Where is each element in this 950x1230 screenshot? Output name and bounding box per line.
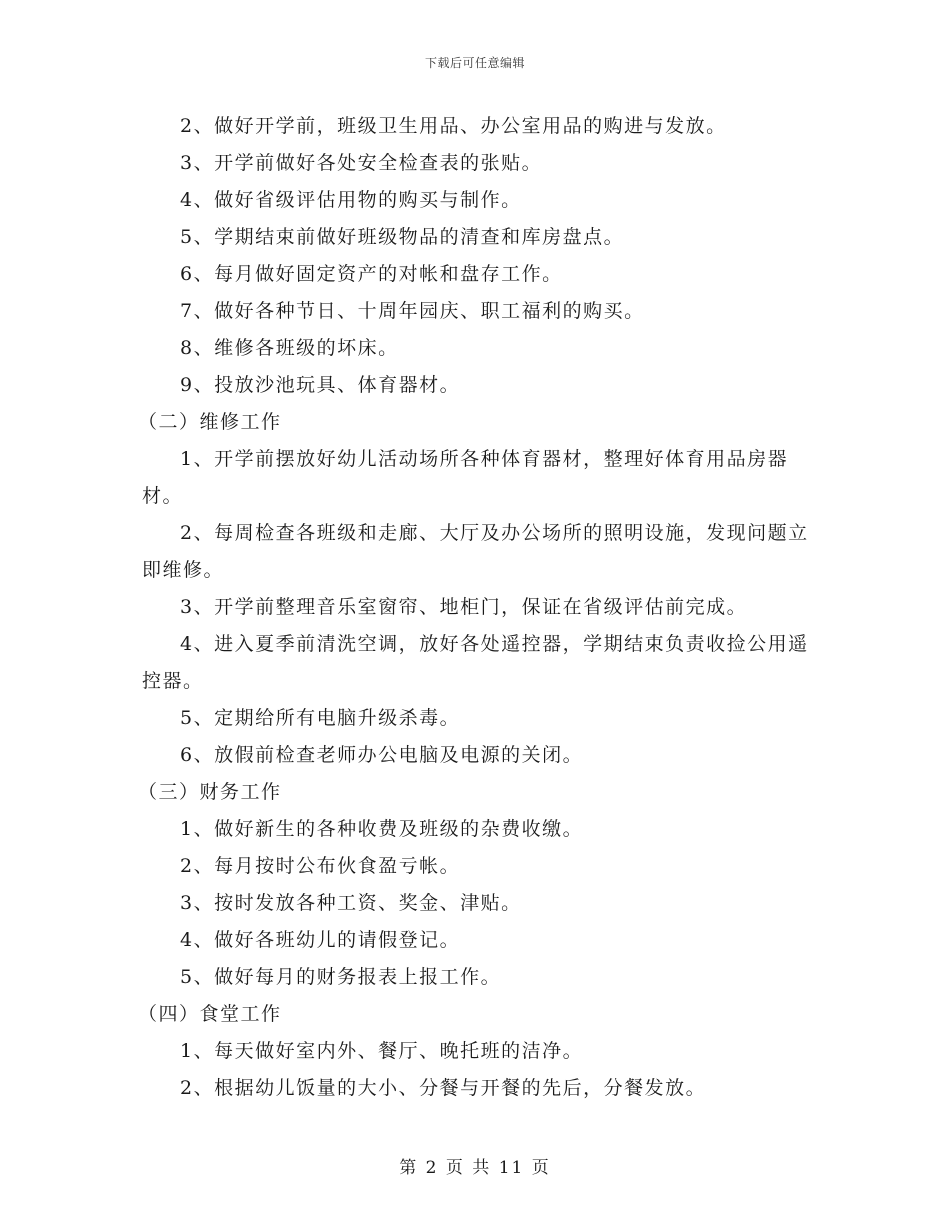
list-item: 2、做好开学前，班级卫生用品、办公室用品的购进与发放。 [180, 115, 727, 137]
section-heading: （四）食堂工作 [138, 1003, 282, 1025]
list-item: 7、做好各种节日、十周年园庆、职工福利的购买。 [180, 300, 645, 322]
list-item: 6、每月做好固定资产的对帐和盘存工作。 [180, 263, 563, 285]
section-heading: （二）维修工作 [138, 411, 282, 433]
list-item: 6、放假前检查老师办公电脑及电源的关闭。 [180, 744, 584, 766]
list-item: 9、投放沙池玩具、体育器材。 [180, 374, 461, 396]
list-item: 1、做好新生的各种收费及班级的杂费收缴。 [180, 818, 584, 840]
list-item: 1、每天做好室内外、餐厅、晚托班的洁净。 [180, 1040, 584, 1062]
list-item: 1、开学前摆放好幼儿活动场所各种体育器材，整理好体育用品房器材。 [142, 448, 789, 507]
page-header: 下载后可任意编辑 [424, 56, 525, 70]
document-body [138, 108, 810, 1107]
list-item: 3、开学前做好各处安全检查表的张贴。 [180, 152, 543, 174]
page-footer: 第 2 页 共 11 页 [399, 1158, 551, 1178]
list-item: 5、做好每月的财务报表上报工作。 [180, 966, 502, 988]
section-heading: （三）财务工作 [138, 781, 282, 803]
list-item: 2、每月按时公布伙食盈亏帐。 [180, 855, 461, 877]
list-item: 8、维修各班级的坏床。 [180, 337, 399, 359]
list-item: 4、做好省级评估用物的购买与制作。 [180, 189, 522, 211]
list-item: 4、做好各班幼儿的请假登记。 [180, 929, 461, 951]
list-item: 5、定期给所有电脑升级杀毒。 [180, 707, 461, 729]
list-item: 3、开学前整理音乐室窗帘、地柜门，保证在省级评估前完成。 [180, 596, 748, 618]
list-item: 2、每周检查各班级和走廊、大厅及办公场所的照明设施，发现问题立即维修。 [142, 522, 809, 581]
list-item: 3、按时发放各种工资、奖金、津贴。 [180, 892, 522, 914]
list-item: 4、进入夏季前清洗空调，放好各处遥控器，学期结束负责收捡公用遥控器。 [142, 633, 809, 692]
list-item: 5、学期结束前做好班级物品的清查和库房盘点。 [180, 226, 625, 248]
list-item: 2、根据幼儿饭量的大小、分餐与开餐的先后，分餐发放。 [180, 1077, 707, 1099]
